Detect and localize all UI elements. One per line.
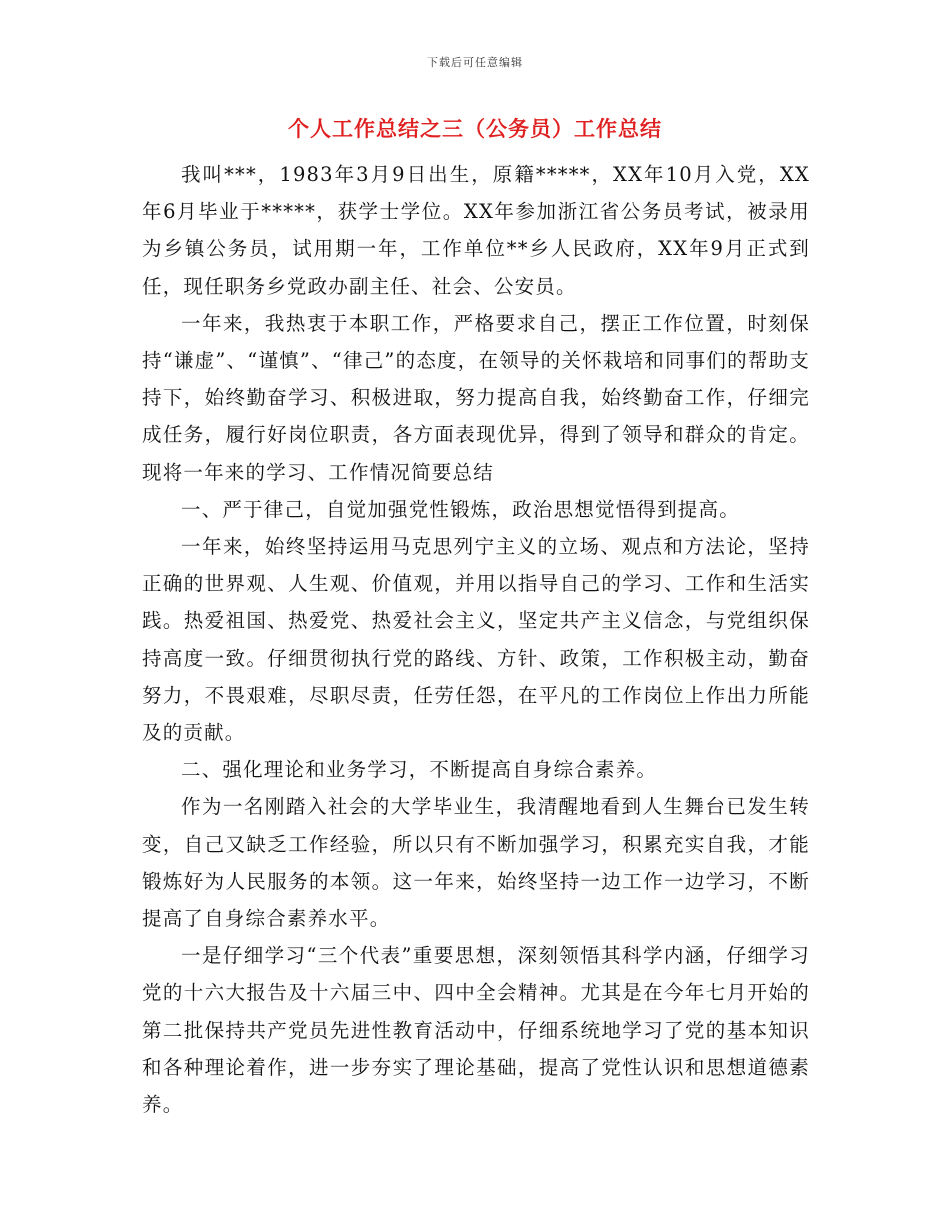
- paragraph-section-2-item-1: 一是仔细学习“三个代表”重要思想，深刻领悟其科学内涵，仔细学习党的十六大报告及十六届三中、四中全会精神。尤其是在今年七月开始的第二批保持共产党员先进性教育活动中，仔细系统地学习了党的基本知识和各种理论着作，进一步夯实了理论基础，提高了党性认识和思想道德素养。: [142, 944, 810, 1117]
- paragraph-intro: 我叫***，1983年3月9日出生，原籍*****，XX年10月入党，XX年6月毕业于*****，获学士学位。XX年参加浙江省公务员考试，被录用为乡镇公务员，试用期一年，工作单位**乡人民政府，XX年9月正式到任，现任职务乡党政办副主任、社会、公安员。: [142, 163, 810, 298]
- paragraph-section-1: 一年来，始终坚持运用马克思列宁主义的立场、观点和方法论，坚持正确的世界观、人生观、价值观，并用以指导自己的学习、工作和生活实践。热爱祖国、热爱党、热爱社会主义，坚定共产主义信念，与党组织保持高度一致。仔细贯彻执行党的路线、方针、政策，工作积极主动，勤奋努力，不畏艰难，尽职尽责，任劳任怨，在平凡的工作岗位上作出力所能及的贡献。: [142, 535, 810, 745]
- paragraph-section-2: 作为一名刚踏入社会的大学毕业生，我清醒地看到人生舞台已发生转变，自己又缺乏工作经验，所以只有不断加强学习，积累充实自我，才能锻炼好为人民服务的本领。这一年来，始终坚持一边工作一边学习，不断提高了自身综合素养水平。: [142, 795, 810, 931]
- document-title: 个人工作总结之三（公务员）工作总结: [288, 117, 662, 141]
- document-body: [142, 156, 810, 1123]
- header-note: 下载后可任意编辑: [427, 56, 523, 69]
- section-heading-2: 二、强化理论和业务学习，不断提高自身综合素养。: [181, 758, 658, 782]
- section-heading-1: 一、严于律己，自觉加强党性锻炼，政治思想觉悟得到提高。: [181, 497, 740, 521]
- paragraph-overview: 一年来，我热衷于本职工作，严格要求自己，摆正工作位置，时刻保持“谦虚”、“谨慎”、“律己”的态度，在领导的关怀栽培和同事们的帮助支持下，始终勤奋学习、积极进取，努力提高自我，始终勤奋工作，仔细完成任务，履行好岗位职责，各方面表现优异，得到了领导和群众的肯定。现将一年来的学习、工作情况简要总结: [142, 311, 810, 484]
